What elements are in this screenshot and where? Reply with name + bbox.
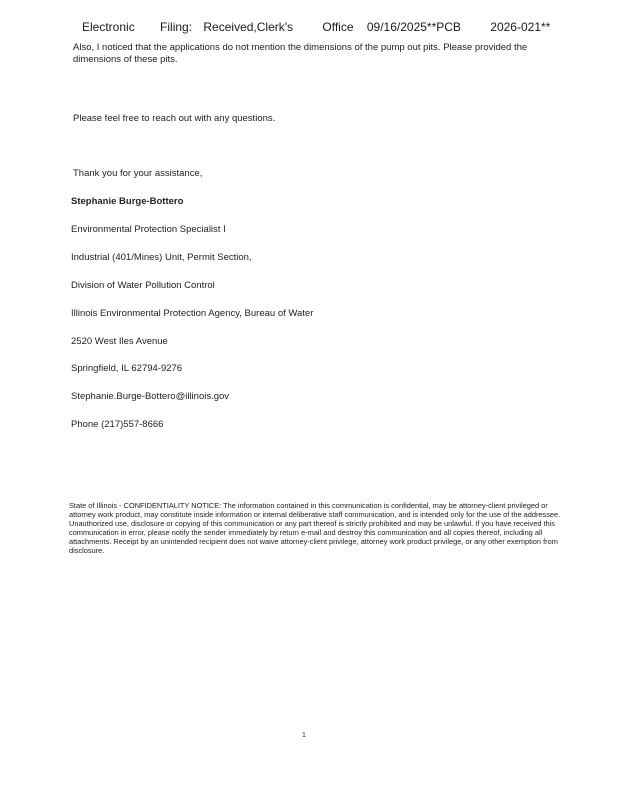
signature-name: Stephanie Burge-Bottero — [71, 196, 184, 207]
paragraph-dimensions: Also, I noticed that the applications do not mention the dimensions of the pump out pits. Please provided the dimensions of these pits. — [73, 42, 528, 65]
confidentiality-notice: State of Illinois - CONFIDENTIALITY NOTICE: The information contained in this communication is confidential, may be attorney-client privileged or attorney work product, may constitute inside information or internal deliberative staff communication, and is intended only for the use of the addressee. Unauthorized use, disclosure or copying of this communication or any part thereof is strictly prohibited and may be unlawful. If you have received this communication in error, please notify the sender immediately by return e-mail and destroy this communication and all copies thereof, including all attachments. Receipt by an unintended recipient does not waive attorney-client privilege, attorney work product privilege, or any other exemption from disclosure. — [69, 501, 561, 556]
signature-address: 2520 West Iles Avenue — [71, 336, 168, 347]
signature-unit: Industrial (401/Mines) Unit, Permit Section, — [71, 252, 252, 263]
header-electronic: Electronic — [82, 20, 135, 34]
header-date-pcb: 09/16/2025**PCB — [366, 20, 461, 34]
signature-city: Springfield, IL 62794-9276 — [71, 363, 183, 374]
signature-title: Environmental Protection Specialist I — [71, 224, 226, 235]
header-received: Received,Clerk's — [203, 20, 294, 34]
header-office: Office — [322, 20, 354, 34]
page-number: 1 — [302, 732, 306, 739]
filing-header-stamp — [82, 20, 550, 34]
header-case-number: 2026-021** — [490, 20, 551, 34]
paragraph-questions: Please feel free to reach out with any questions. — [73, 113, 276, 124]
signature-division: Division of Water Pollution Control — [71, 280, 215, 291]
signature-agency: Illinois Environmental Protection Agency, Bureau of Water — [71, 308, 314, 319]
signature-phone: Phone (217)557-8666 — [71, 419, 164, 430]
header-filing: Filing: — [160, 20, 193, 34]
closing-line: Thank you for your assistance, — [73, 168, 203, 179]
signature-email: Stephanie.Burge-Bottero@illinois.gov — [71, 391, 230, 402]
